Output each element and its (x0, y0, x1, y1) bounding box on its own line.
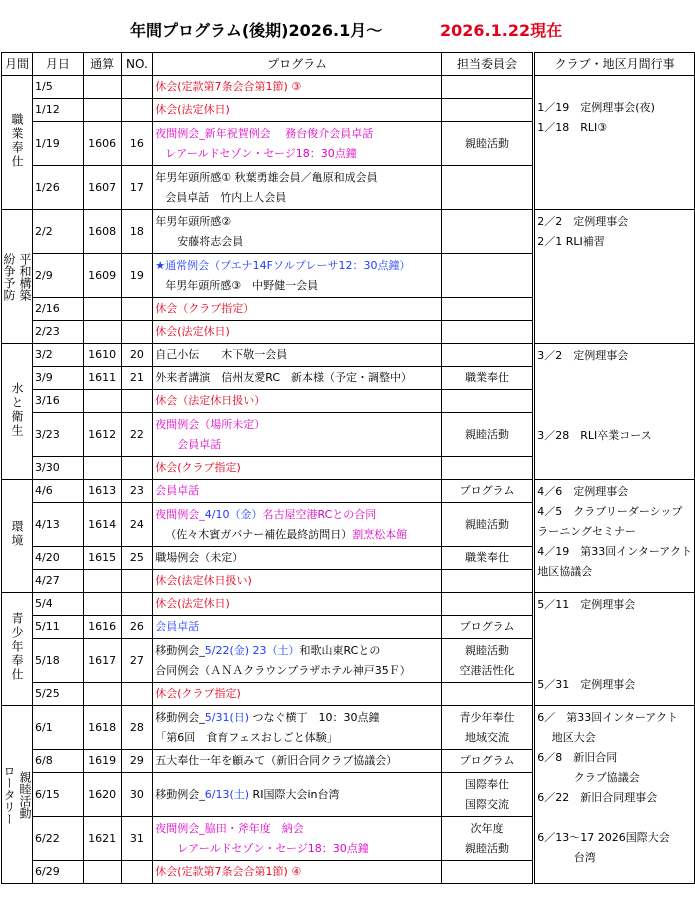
club-events (534, 706, 695, 884)
row-date: 3/2 (33, 344, 84, 367)
row-program (153, 76, 442, 99)
row-total: 1616 (83, 616, 121, 639)
table-row (2, 210, 695, 254)
committee-line: プログラム (459, 484, 515, 497)
row-no: 25 (121, 547, 153, 570)
club-event-item (537, 615, 692, 635)
committee-line: 職業奉仕 (465, 371, 510, 384)
club-event-item: 4／5 クラブリーダーシップ (537, 505, 683, 518)
club-event-item: 4／19 第33回インターアクト (537, 545, 692, 558)
row-program (153, 750, 442, 773)
header-total: 通算 (83, 53, 121, 76)
row-date: 2/2 (33, 210, 84, 254)
row-no: 20 (121, 344, 153, 367)
program-line: 休会(クラブ指定) (155, 461, 241, 474)
row-total (83, 76, 121, 99)
row-total: 1619 (83, 750, 121, 773)
row-no (121, 861, 153, 884)
row-committee (441, 413, 534, 457)
row-program (153, 706, 442, 750)
row-program (153, 457, 442, 480)
row-date: 3/23 (33, 413, 84, 457)
row-total (83, 298, 121, 321)
club-event-item: 2／1 RLI補習 (537, 235, 605, 248)
row-total: 1621 (83, 817, 121, 861)
page-title-area (0, 18, 695, 44)
row-total (83, 593, 121, 616)
row-date: 6/22 (33, 817, 84, 861)
row-total (83, 321, 121, 344)
club-event-item: 5／31 定例理事会 (537, 678, 636, 691)
row-committee (441, 817, 534, 861)
row-total (83, 861, 121, 884)
club-event-item: 地区大会 (537, 731, 596, 744)
row-program (153, 503, 442, 547)
header-committee: 担当委員会 (441, 53, 534, 76)
club-event-item: ラーニングセミナー (537, 525, 637, 538)
program-line: 年男年頭所感① 秋葉勇雄会員／亀原和成会員 (155, 170, 378, 184)
club-event-item: 6／22 新旧合同理事会 (537, 791, 658, 804)
row-date: 1/5 (33, 76, 84, 99)
row-date: 3/9 (33, 367, 84, 390)
row-no: 22 (121, 413, 153, 457)
table-row (2, 344, 695, 367)
row-program (153, 390, 442, 413)
row-date: 5/4 (33, 593, 84, 616)
row-date: 4/6 (33, 480, 84, 503)
program-line: 会員卓話 (177, 437, 222, 451)
period-label: 親睦活動 ロータリー (2, 706, 33, 884)
row-committee (441, 480, 534, 503)
header-no: NO. (121, 53, 153, 76)
program-line: 休会(定款第7条会合第1節) ③ (155, 80, 302, 93)
club-event-item: 4／6 定例理事会 (537, 485, 629, 498)
row-committee (441, 99, 534, 122)
row-no (121, 76, 153, 99)
row-total: 1620 (83, 773, 121, 817)
row-no: 29 (121, 750, 153, 773)
program-line: 安藤将志会員 (177, 234, 244, 248)
committee-line: 親睦活動 (465, 136, 510, 150)
table-row (2, 480, 695, 503)
row-date: 3/16 (33, 390, 84, 413)
row-total: 1618 (83, 706, 121, 750)
table-row (2, 706, 695, 750)
row-committee (441, 773, 534, 817)
table-row (2, 593, 695, 616)
club-event-item: 地区協議会 (537, 565, 593, 578)
row-no: 28 (121, 706, 153, 750)
club-events (534, 210, 695, 344)
row-committee (441, 683, 534, 706)
row-committee (441, 321, 534, 344)
program-line: 休会(定款第7条会合第1節) ④ (155, 865, 302, 878)
club-events (534, 344, 695, 480)
program-line: 会員卓話 (155, 484, 200, 497)
program-line: 夜間例会（場所未定） (155, 417, 266, 431)
club-event-item (537, 386, 692, 406)
row-committee (441, 76, 534, 99)
committee-line: 地域交流 (465, 730, 510, 744)
program-line: 移動例会_5/22(金) 23（土）和歌山東RCとの (155, 643, 381, 657)
row-total: 1607 (83, 166, 121, 210)
row-program (153, 122, 442, 166)
row-committee (441, 639, 534, 683)
row-committee (441, 750, 534, 773)
row-date: 6/29 (33, 861, 84, 884)
club-event-item: 台湾 (537, 851, 596, 864)
row-no (121, 570, 153, 593)
row-program (153, 639, 442, 683)
row-no: 23 (121, 480, 153, 503)
header-period: 月間 (2, 53, 33, 76)
row-no: 31 (121, 817, 153, 861)
club-event-item (537, 808, 692, 828)
row-total (83, 99, 121, 122)
row-program (153, 773, 442, 817)
program-line: 会員卓話 竹内上人会員 (165, 190, 287, 204)
row-total: 1614 (83, 503, 121, 547)
row-total (83, 570, 121, 593)
row-total: 1606 (83, 122, 121, 166)
club-event-item: 1／19 定例理事会(夜) (537, 101, 655, 114)
row-no: 30 (121, 773, 153, 817)
row-committee (441, 616, 534, 639)
row-date: 6/15 (33, 773, 84, 817)
row-no (121, 683, 153, 706)
club-events (534, 593, 695, 706)
club-event-item: 6／8 新旧合同 (537, 751, 618, 764)
header-row (2, 53, 695, 76)
program-line: 休会(クラブ指定) (155, 687, 241, 700)
row-program (153, 254, 442, 298)
row-program (153, 593, 442, 616)
row-no (121, 321, 153, 344)
period-label: 青少年奉仕 (2, 593, 33, 706)
row-program (153, 99, 442, 122)
row-no (121, 457, 153, 480)
program-line: 年男年頭所感② (155, 214, 232, 228)
page-title: 年間プログラム(後期)2026.1月～ (130, 21, 383, 40)
committee-line: 国際奉仕 (465, 777, 510, 791)
row-program (153, 367, 442, 390)
program-line: 自己小伝 木下敬一会員 (155, 348, 288, 361)
row-date: 5/11 (33, 616, 84, 639)
row-total: 1617 (83, 639, 121, 683)
club-events (534, 76, 695, 210)
program-line: 職場例会（未定） (155, 551, 244, 564)
header-program: プログラム (153, 53, 442, 76)
row-total (83, 457, 121, 480)
row-date: 2/23 (33, 321, 84, 344)
row-committee (441, 390, 534, 413)
row-total: 1610 (83, 344, 121, 367)
row-no: 19 (121, 254, 153, 298)
club-event-item (537, 366, 692, 386)
club-events (534, 480, 695, 593)
row-no: 16 (121, 122, 153, 166)
club-event-item: 2／2 定例理事会 (537, 215, 629, 228)
row-committee (441, 367, 534, 390)
row-committee (441, 503, 534, 547)
row-committee (441, 344, 534, 367)
club-event-item (537, 78, 692, 98)
row-date: 1/12 (33, 99, 84, 122)
row-program (153, 683, 442, 706)
program-line: 五大奉仕一年を顧みて（新旧合同クラブ協議会） (155, 754, 398, 767)
row-no (121, 593, 153, 616)
row-date: 4/27 (33, 570, 84, 593)
program-line: 夜間例会_脇田・斧年度 納会 (155, 821, 304, 835)
program-line: 休会（法定休日扱い） (155, 394, 266, 407)
row-total (83, 683, 121, 706)
row-program (153, 817, 442, 861)
row-total: 1615 (83, 547, 121, 570)
committee-line: 親睦活動 (465, 841, 510, 855)
row-date: 1/26 (33, 166, 84, 210)
committee-line: 親睦活動 (465, 643, 510, 657)
row-total: 1608 (83, 210, 121, 254)
row-committee (441, 122, 534, 166)
row-program (153, 413, 442, 457)
program-line: 休会(法定休日扱い) (155, 574, 252, 587)
program-line: 休会(法定休日) (155, 103, 230, 116)
row-program (153, 344, 442, 367)
row-date: 1/19 (33, 122, 84, 166)
row-program (153, 166, 442, 210)
program-line: 移動例会_6/13(土) RI国際大会in台湾 (155, 787, 340, 801)
row-committee (441, 547, 534, 570)
program-line: 外来者講演 信州友愛RC 新本様（予定・調整中） (155, 371, 413, 384)
row-committee (441, 593, 534, 616)
row-total: 1613 (83, 480, 121, 503)
row-date: 6/8 (33, 750, 84, 773)
period-label: 環境 (2, 480, 33, 593)
row-program (153, 547, 442, 570)
row-date: 5/25 (33, 683, 84, 706)
program-line: レアールドセゾン・セージ18：30点鐘 (177, 841, 369, 855)
club-event-item: 6／13～17 2026国際大会 (537, 831, 670, 844)
row-no: 24 (121, 503, 153, 547)
period-label: 職業奉仕 (2, 76, 33, 210)
program-line: レアールドセゾン・セージ18：30点鐘 (165, 146, 357, 160)
row-date: 6/1 (33, 706, 84, 750)
program-line: 「第6回 食育フェスおしごと体験」 (155, 730, 338, 744)
committee-line: 職業奉仕 (465, 551, 510, 564)
committee-line: プログラム (459, 754, 515, 767)
row-no (121, 99, 153, 122)
program-line: 夜間例会_4/10（金）名古屋空港RCとの合同 (155, 507, 377, 521)
row-no: 18 (121, 210, 153, 254)
row-date: 4/20 (33, 547, 84, 570)
committee-line: 親睦活動 (465, 427, 510, 441)
program-line: 会員卓話 (155, 620, 200, 633)
row-committee (441, 457, 534, 480)
row-date: 2/9 (33, 254, 84, 298)
row-committee (441, 254, 534, 298)
row-committee (441, 570, 534, 593)
row-date: 5/18 (33, 639, 84, 683)
program-line: 夜間例会_新年祝賀例会 務台俊介会員卓話 (155, 126, 374, 140)
committee-line: 次年度 (470, 821, 504, 835)
row-total: 1611 (83, 367, 121, 390)
club-event-item (537, 655, 692, 675)
program-line: 年男年頭所感③ 中野健一会員 (165, 278, 319, 292)
row-no (121, 390, 153, 413)
row-committee (441, 166, 534, 210)
club-event-item (537, 635, 692, 655)
program-line: （佐々木賓ガバナー補佐最終訪問日）割烹松本館 (165, 527, 408, 541)
row-no: 27 (121, 639, 153, 683)
period-label: 平和構築 紛争予防 (2, 210, 33, 344)
club-event-item: 1／18 RLI③ (537, 121, 608, 134)
row-total: 1609 (83, 254, 121, 298)
row-program (153, 210, 442, 254)
committee-line: 親睦活動 (465, 517, 510, 531)
row-no: 17 (121, 166, 153, 210)
program-line: 休会(法定休日) (155, 325, 230, 338)
row-committee (441, 298, 534, 321)
row-date: 3/30 (33, 457, 84, 480)
committee-line: 青少年奉仕 (459, 710, 515, 724)
row-program (153, 616, 442, 639)
row-no (121, 298, 153, 321)
club-event-item (537, 406, 692, 426)
program-line: 移動例会_5/31(日) つなぐ横丁 10：30点鐘 (155, 710, 380, 724)
row-no: 26 (121, 616, 153, 639)
club-event-item: 5／11 定例理事会 (537, 598, 636, 611)
schedule-sheet (1, 52, 695, 884)
as-of-date: 2026.1.22現在 (440, 21, 563, 40)
club-event-item: クラブ協議会 (537, 771, 640, 784)
row-total (83, 390, 121, 413)
row-date: 2/16 (33, 298, 84, 321)
row-total: 1612 (83, 413, 121, 457)
row-committee (441, 706, 534, 750)
schedule-table (1, 52, 695, 884)
program-line: 休会(法定休日) (155, 597, 230, 610)
header-date: 月日 (33, 53, 84, 76)
committee-line: プログラム (459, 620, 515, 633)
program-line: 休会（クラブ指定） (155, 302, 255, 315)
row-committee (441, 861, 534, 884)
row-committee (441, 210, 534, 254)
committee-line: 国際交流 (465, 797, 510, 811)
table-row (2, 76, 695, 99)
row-program (153, 298, 442, 321)
committee-line: 空港活性化 (459, 663, 515, 677)
row-date: 4/13 (33, 503, 84, 547)
header-club-events: クラブ・地区月間行事 (534, 53, 695, 76)
row-program (153, 321, 442, 344)
row-no: 21 (121, 367, 153, 390)
program-line: 合同例会（ＡＮＡクラウンプラザホテル神戸35Ｆ） (155, 663, 411, 677)
program-line: ★通常例会（ブエナ14Fソルプレーサ12：30点鐘） (155, 258, 411, 272)
period-label: 水と衛生 (2, 344, 33, 480)
club-event-item: 3／2 定例理事会 (537, 349, 629, 362)
row-program (153, 480, 442, 503)
club-event-item: 3／28 RLI卒業コース (537, 429, 652, 442)
row-program (153, 861, 442, 884)
club-event-item: 6／ 第33回インターアクト (537, 711, 678, 724)
row-program (153, 570, 442, 593)
